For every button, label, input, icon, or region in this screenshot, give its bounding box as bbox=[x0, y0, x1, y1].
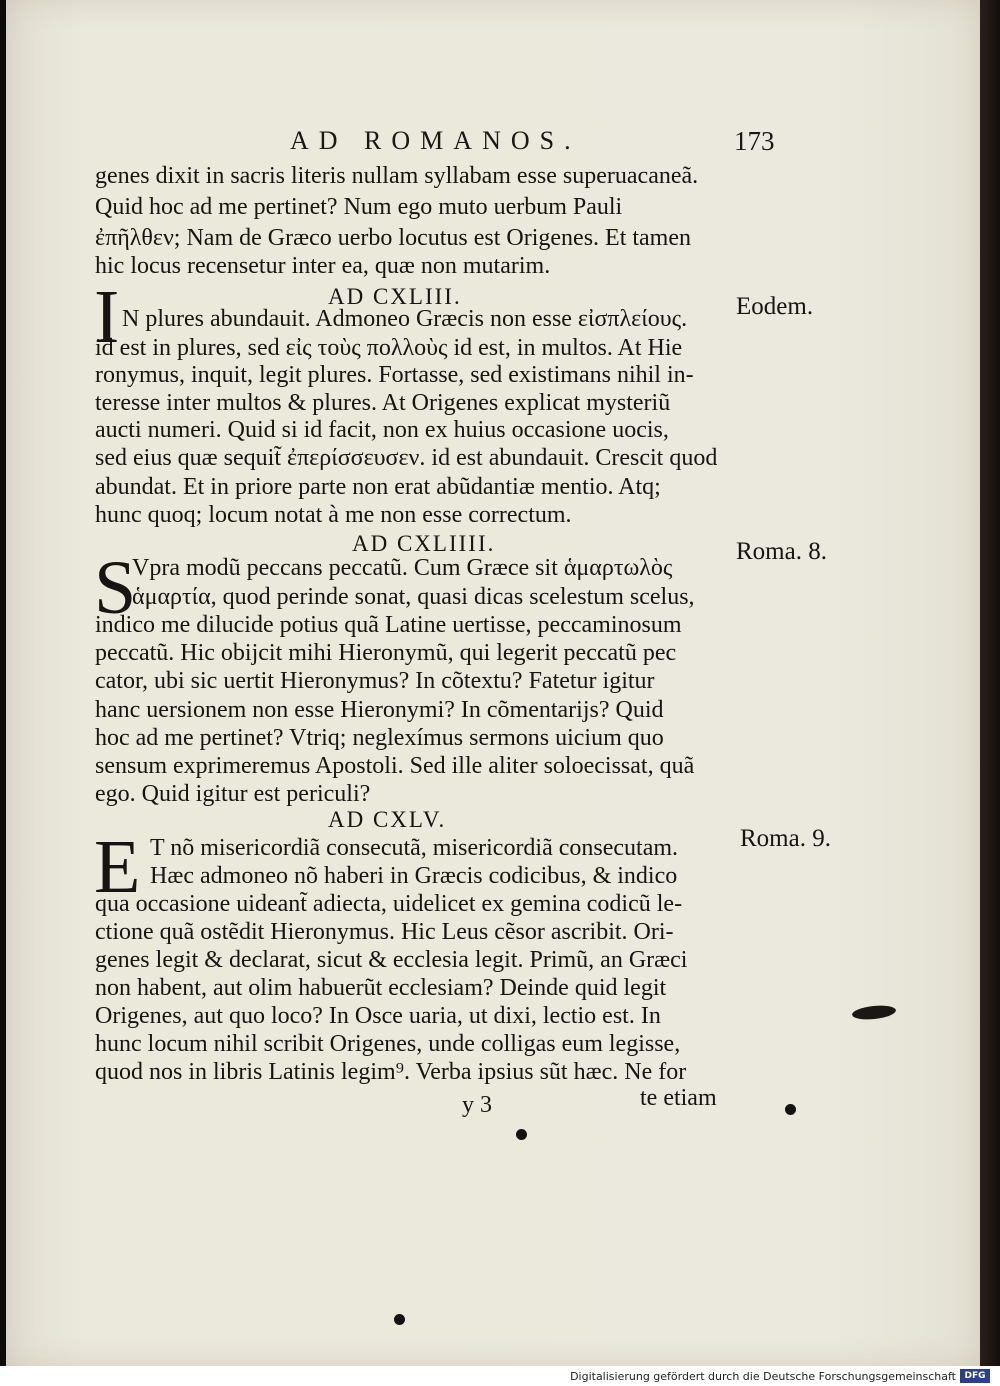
text-line: ἁμαρτία, quod perinde sonat, quasi dicas scelestum scelus, bbox=[132, 584, 695, 610]
text-line: ctione quã ostẽdit Hieronymus. Hic Leus cẽsor ascribit. Ori- bbox=[95, 919, 674, 945]
footer-credit: Digitalisierung gefördert durch die Deutsche Forschungsgemeinschaft bbox=[570, 1370, 956, 1383]
book-edge-right bbox=[980, 0, 1000, 1366]
text-line: sed eius quæ sequit̃ ἐπερίσσευσεν. id est abundauit. Crescit quod bbox=[95, 445, 718, 471]
text-line: Quid hoc ad me pertinet? Num ego muto uerbum Pauli bbox=[95, 194, 623, 220]
text-line: hunc locum nihil scribit Origenes, unde colligas eum legisse, bbox=[95, 1031, 681, 1057]
catchword: te etiam bbox=[640, 1085, 717, 1111]
section-heading: AD CXLIII. bbox=[328, 284, 462, 309]
text-line: N plures abundauit. Admoneo Græcis non esse εἰσπλείους. bbox=[122, 306, 688, 332]
text-line: peccatũ. Hic obijcit mihi Hieronymũ, qui legerit peccatũ pec bbox=[95, 640, 677, 666]
text-line: ἐπῆλθεν; Nam de Græco uerbo locutus est Origenes. Et tamen bbox=[95, 225, 692, 251]
text-line: aucti numeri. Quid si id facit, non ex huius occasione uocis, bbox=[95, 417, 669, 443]
section-heading: AD CXLV. bbox=[328, 807, 447, 832]
text-line: Vpra modũ peccans peccatũ. Cum Græce sit ἁμαρτωλὸς bbox=[132, 555, 673, 581]
text-line: hic locus recensetur inter ea, quæ non mutarim. bbox=[95, 253, 551, 279]
margin-note: Eodem. bbox=[736, 293, 814, 320]
text-line: non habent, aut olim habuerũt ecclesiam? Deinde quid legit bbox=[95, 975, 667, 1001]
drop-initial: E bbox=[94, 825, 141, 909]
text-line: hanc uersionem non esse Hieronymi? In cõmentarijs? Quid bbox=[95, 697, 664, 723]
ink-dot bbox=[516, 1129, 527, 1140]
text-line: cator, ubi sic uertit Hieronymus? In cõtextu? Fatetur igitur bbox=[95, 668, 655, 694]
folio-number: 173 bbox=[734, 126, 775, 156]
text-line: Origenes, aut quo loco? In Osce uaria, ut dixi, lectio est. In bbox=[95, 1003, 661, 1029]
margin-note: Roma. 9. bbox=[740, 825, 831, 852]
text-line: hoc ad me pertinet? Vtriq; neglexímus sermons uicium quo bbox=[95, 725, 664, 751]
text-line: id est in plures, sed εἰς τοὺς πολλοὺς id est, in multos. At Hie bbox=[95, 335, 683, 361]
signature-mark: y 3 bbox=[462, 1092, 492, 1118]
text-line: T nõ misericordiã consecutã, misericordiã consecutam. bbox=[150, 835, 679, 861]
margin-note: Roma. 8. bbox=[736, 538, 827, 565]
dfg-logo: DFG bbox=[960, 1369, 990, 1383]
ink-dot bbox=[785, 1104, 796, 1115]
text-line: quod nos in libris Latinis legim⁹. Verba ipsius sũt hæc. Ne for bbox=[95, 1059, 687, 1085]
drop-initial: S bbox=[94, 546, 137, 630]
text-line: ronymus, inquit, legit plures. Fortasse, sed existimans nihil in- bbox=[95, 362, 694, 388]
section-heading: AD CXLIIII. bbox=[352, 531, 496, 556]
text-line: indico me dilucide potius quã Latine uertisse, peccaminosum bbox=[95, 612, 682, 638]
text-line: sensum exprimeremus Apostoli. Sed ille aliter soloecissat, quã bbox=[95, 753, 695, 779]
text-line: teresse inter multos & plures. At Origenes explicat mysteriũ bbox=[95, 390, 671, 416]
text-line: Hæc admoneo nõ haberi in Græcis codicibus, & indico bbox=[150, 863, 678, 889]
running-head: AD ROMANOS. bbox=[290, 126, 581, 155]
text-line: abundat. Et in priore parte non erat abũdantiæ mentio. Atq; bbox=[95, 474, 661, 500]
ink-dot bbox=[394, 1314, 405, 1325]
text-line: qua occasione uideant̃ adiecta, uidelicet ex gemina codicũ le- bbox=[95, 891, 683, 917]
text-line: genes legit & declarat, sicut & ecclesia legit. Primũ, an Græci bbox=[95, 947, 688, 973]
text-line: genes dixit in sacris literis nullam syllabam esse superuacaneã. bbox=[95, 163, 699, 189]
drop-initial: I bbox=[94, 275, 120, 359]
text-line: hunc quoq; locum notat à me non esse correctum. bbox=[95, 502, 572, 528]
text-line: ego. Quid igitur est periculi? bbox=[95, 781, 371, 807]
